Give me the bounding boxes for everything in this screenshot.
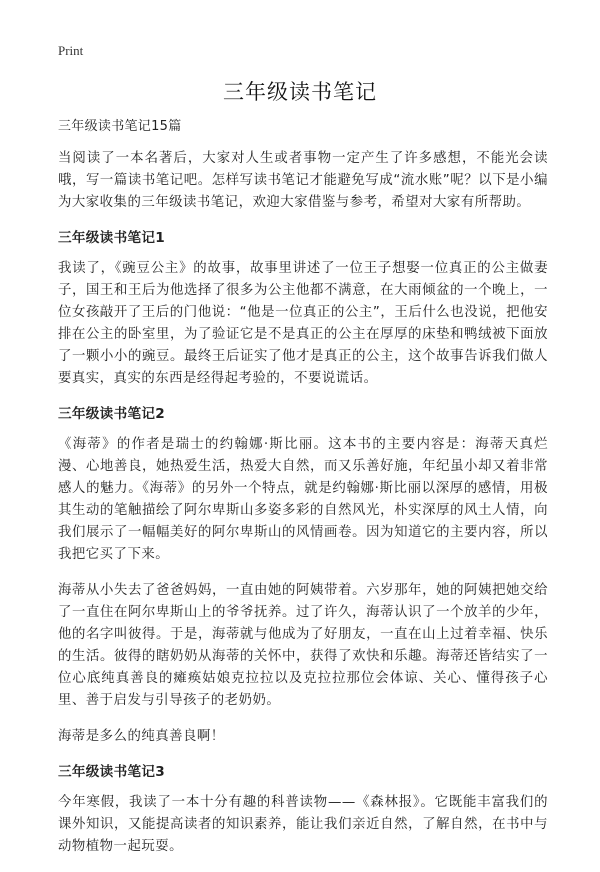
section-2 — [58, 404, 548, 748]
section-paragraph: 海蒂从小失去了爸爸妈妈，一直由她的阿姨带着。六岁那年，她的阿姨把她交给了一直住在阿尔卑斯山上的爷爷抚养。过了许久，海蒂认识了一个放羊的少年，他的名字叫彼得。于是，海蒂就与他成为了好朋友，一直在山上过着幸福、快乐的生活。彼得的瞎奶奶从海蒂的关怀中，获得了欢快和乐趣。海蒂还皆结实了一位心底纯真善良的瘫痪姑娘克拉拉以及克拉拉那位会体谅、关心、懂得孩子心里、善于启发与引导孩子的老奶奶。 — [58, 583, 548, 708]
document-body — [58, 118, 548, 872]
section-heading: 三年级读书笔记2 — [58, 406, 166, 422]
section-paragraph: 我读了，《豌豆公主》的故事，故事里讲述了一位王子想娶一位真正的公主做妻子，国王和王后为他选择了很多为公主他都不满意，在大雨倾盆的一个晚上，一位女孩敲开了王后的门他说：“他是一位真正的公主”，王后什么也没说，把他安排在公主的卧室里，为了验证它是不是真正的公主在厚厚的床垫和鸭绒被下面放了一颗小小的豌豆。最终王后证实了他才是真正的公主，这个故事告诉我们做人要真实，真实的东西是经得起考验的，不要说谎话。 — [58, 261, 548, 386]
section-heading: 三年级读书笔记1 — [58, 230, 166, 246]
print-link[interactable]: Print — [58, 43, 84, 58]
section-3 — [58, 762, 548, 858]
section-paragraph: 今年寒假，我读了一本十分有趣的科普读物——《森林报》。它既能丰富我们的课外知识，又能提高读者的知识素养，能让我们亲近自然，了解自然，在书中与动物植物一起玩耍。 — [58, 795, 548, 854]
section-heading: 三年级读书笔记3 — [58, 764, 166, 780]
document-subtitle: 三年级读书笔记15篇 — [58, 119, 182, 134]
section-1 — [58, 228, 548, 390]
section-paragraph: 海蒂是多么的纯真善良啊！ — [58, 729, 225, 744]
section-paragraph: 《海蒂》的作者是瑞士的约翰娜·斯比丽。这本书的主要内容是：海蒂天真烂漫、心地善良，她热爱生活，热爱大自然，而又乐善好施，年纪虽小却又着非常感人的魅力。《海蒂》的另外一个特点，就是约翰娜·斯比丽以深厚的感情，用极其生动的笔触描绘了阿尔卑斯山多姿多彩的自然风光，朴实深厚的风土人情，向我们展示了一幅幅美好的阿尔卑斯山的风情画卷。因为知道它的主要内容，所以我把它买了下来。 — [58, 437, 548, 562]
document-title: 三年级读书笔记 — [223, 80, 377, 104]
intro-paragraph: 当阅读了一本名著后，大家对人生或者事物一定产生了许多感想，不能光会读哦，写一篇读书笔记吧。怎样写读书笔记才能避免写成“流水账”呢？以下是小编为大家收集的三年级读书笔记，欢迎大家借鉴与参考，希望对大家有所帮助。 — [58, 151, 548, 210]
